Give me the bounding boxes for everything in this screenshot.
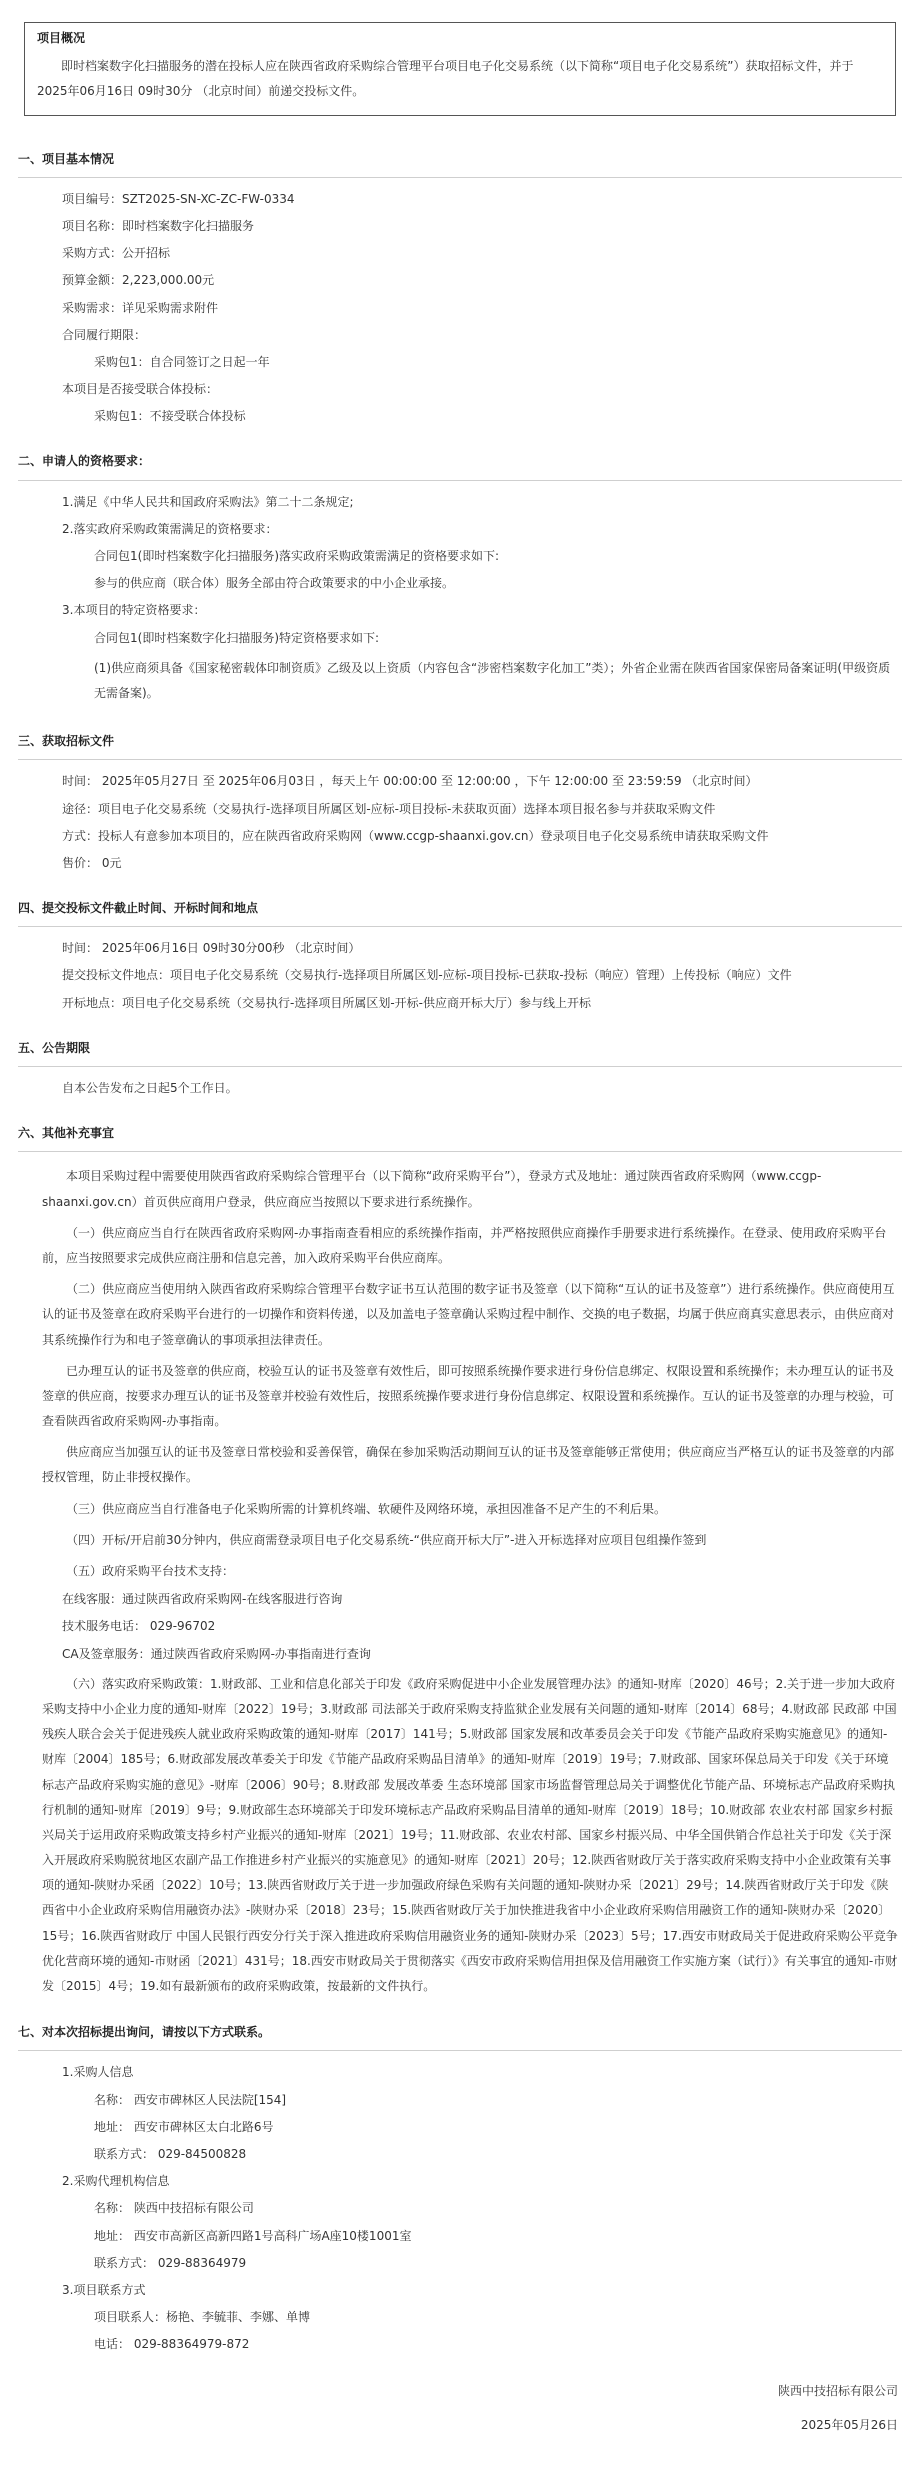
qualification-subitem: (1)供应商须具备《国家秘密载体印制资质》乙级及以上资质（内容包含“涉密档案数字化加工”类）；外省企业需在陕西省国家保密局备案证明(甲级资质无需备案)。 <box>94 660 891 700</box>
section-heading: 七、对本次招标提出询问，请按以下方式联系。 <box>18 2025 271 2040</box>
project-contact-phone: 电话： 029-88364979-872 <box>94 2337 250 2352</box>
submit-location: 提交投标文件地点：项目电子化交易系统（交易执行-选择项目所属区划-应标-项目投标-已获取-投标（响应）管理）上传投标（响应）文件 <box>62 968 792 983</box>
divider <box>18 177 902 178</box>
qualification-item: 1.满足《中华人民共和国政府采购法》第二十二条规定; <box>62 494 354 509</box>
divider <box>18 926 902 927</box>
divider <box>18 2050 902 2051</box>
agency-phone: 联系方式： 029-88364979 <box>94 2255 247 2270</box>
purchaser-address: 地址： 西安市碑林区太白北路6号 <box>94 2119 274 2134</box>
section-contact <box>18 2023 902 2354</box>
consortium-label: 本项目是否接受联合体投标： <box>62 382 219 397</box>
project-number: 项目编号：SZT2025-SN-XC-ZC-FW-0334 <box>62 191 295 206</box>
project-contact-label: 3.项目联系方式 <box>62 2282 146 2297</box>
divider <box>18 1066 902 1067</box>
purchaser-info-label: 1.采购人信息 <box>62 2065 134 2080</box>
overview-title: 项目概况 <box>37 31 86 45</box>
footer-organization: 陕西中技招标有限公司 <box>777 2384 898 2399</box>
project-name: 项目名称：即时档案数字化扫描服务 <box>62 218 255 233</box>
obtain-time: 时间： 2025年05月27日 至 2025年06月03日 ，每天上午 00:00:00 至 12:00:00 ，下午 12:00:00 至 23:59:59 （北京时间） <box>62 774 758 789</box>
paragraph: 供应商应当加强互认的证书及签章日常校验和妥善保管，确保在参加采购活动期间互认的证书及签章能够正常使用；供应商应当严格互认的证书及签章的内部授权管理，防止非授权操作。 <box>42 1445 895 1485</box>
tech-support-phone: 技术服务电话： 029-96702 <box>62 1619 216 1634</box>
project-contact-people: 项目联系人：杨艳、李毓菲、李娜、单博 <box>94 2310 311 2325</box>
purchaser-name: 名称： 西安市碑林区人民法院[154] <box>94 2092 287 2107</box>
policy-paragraph: （六）落实政府采购政策：1.财政部、工业和信息化部关于印发《政府采购促进中小企业发展管理办法》的通知-财库〔2020〕46号；2.关于进一步加大政府采购支持中小企业力度的通知-财库〔2022〕19号；3.财政部 司法部关于政府采购支持监狱企业发展有关问题的通知-财库〔2014〕68号；4.财政部 民政部 中国残疾人联合会关于促进残疾人就业政府采购政策的通知-财库〔2017〕141号；5.财政部 国家发展和改革委员会关于印发《节能产品政府采购实施意见》的通知-财库〔2004〕185号；6.财政部发展改革委关于印发《节能产品政府采购品目清单》的通知-财库〔2019〕19号；7.财政部、国家环保总局关于印发《关于环境标志产品政府采购实施的意见》-财库〔2006〕90号；8.财政部 发展改革委 生态环境部 国家市场监督管理总局关于调整优化节能产品、环境标志产品政府采购执行机制的通知-财库〔2019〕9号；9.财政部生态环境部关于印发环境标志产品政府采购品目清单的通知-财库〔2019〕18号；10.财政部 农业农村部 国家乡村振兴局关于运用政府采购政策支持乡村产业振兴的通知-财库〔2021〕19号；11.财政部、农业农村部、国家乡村振兴局、中华全国供销合作总社关于印发《关于深入开展政府采购脱贫地区农副产品工作推进乡村产业振兴的实施意见》的通知-财库〔2021〕20号；12.陕西省财政厅关于落实政府采购支持中小企业政策有关事项的通知-陕财办采函〔2022〕10号；13.陕西省财政厅关于进一步加强政府绿色采购有关问题的通知-陕财办采〔2021〕29号；14.陕西省财政厅关于印发《陕西省中小企业政府采购信用融资办法》-陕财办采〔2018〕23号；15.陕西省财政厅关于加快推进我省中小企业政府采购信用融资工作的通知-陕财办采〔2020〕15号；16.陕西省财政厅 中国人民银行西安分行关于深入推进政府采购信用融资业务的通知-陕财办采〔2023〕5号；17.西安市财政局关于促进政府采购公平竞争优化营商环境的通知-市财函〔2021〕431号；18.西安市财政局关于贯彻落实《西安市政府采购信用担保及信用融资工作实施方案（试行）》有关事宜的通知-市财发〔2015〕4号；19.如有最新颁布的政府采购政策，按最新的文件执行。 <box>42 1676 898 1993</box>
section-qualification <box>18 452 902 706</box>
procurement-method: 采购方式：公开招标 <box>62 246 171 261</box>
qualification-subitem: 合同包1(即时档案数字化扫描服务)落实政府采购政策需满足的资格要求如下: <box>94 549 500 563</box>
divider <box>18 1151 902 1152</box>
paragraph: （四）开标/开启前30分钟内，供应商需登录项目电子化交易系统-“供应商开标大厅”-进入开标选择对应项目包组操作签到 <box>66 1532 707 1547</box>
agency-address: 地址： 西安市高新区高新四路1号高科广场A座10楼1001室 <box>94 2228 412 2243</box>
section-heading: 三、获取招标文件 <box>18 734 115 749</box>
paragraph: 已办理互认的证书及签章的供应商，校验互认的证书及签章有效性后，即可按照系统操作要求进行身份信息绑定、权限设置和系统操作；未办理互认的证书及签章的供应商，按要求办理互认的证书及签章并校验有效性后，按照系统操作要求进行身份信息绑定、权限设置和系统操作。互认的证书及签章的办理与校验，可查看陕西省政府采购网-办事指南。 <box>42 1363 895 1429</box>
section-heading: 六、其他补充事宜 <box>18 1126 115 1141</box>
section-obtain-documents <box>18 732 902 873</box>
budget-amount: 预算金额：2,223,000.00元 <box>62 273 215 288</box>
footer <box>14 2382 902 2434</box>
qualification-item: 2.落实政府采购政策需满足的资格要求： <box>62 521 278 536</box>
overview-text: 即时档案数字化扫描服务的潜在投标人应在陕西省政府采购综合管理平台项目电子化交易系统（以下简称“项目电子化交易系统”）获取招标文件，并于 2025年06月16日 09时30分 （北京时间）前递交投标文件。 <box>37 59 854 99</box>
qualification-item: 3.本项目的特定资格要求： <box>62 603 206 618</box>
opening-location: 开标地点：项目电子化交易系统（交易执行-选择项目所属区划-开标-供应商开标大厅）参与线上开标 <box>62 995 591 1010</box>
paragraph: （一）供应商应当自行在陕西省政府采购网-办事指南查看相应的系统操作指南，并严格按照供应商操作手册要求进行系统操作。在登录、使用政府采购平台前，应当按照要求完成供应商注册和信息完善，加入政府采购平台供应商库。 <box>42 1225 887 1265</box>
purchaser-phone: 联系方式： 029-84500828 <box>94 2146 247 2161</box>
consortium-value: 采购包1：不接受联合体投标 <box>94 409 246 424</box>
section-basic-info <box>18 150 902 427</box>
contract-period-value: 采购包1：自合同签订之日起一年 <box>94 354 270 369</box>
qualification-subitem: 参与的供应商（联合体）服务全部由符合政策要求的中小企业承接。 <box>94 576 455 591</box>
tech-support-online: 在线客服：通过陕西省政府采购网-在线客服进行咨询 <box>62 1592 343 1607</box>
section-heading: 四、提交投标文件截止时间、开标时间和地点 <box>18 901 259 916</box>
obtain-method: 方式：投标人有意参加本项目的，应在陕西省政府采购网（www.ccgp-shaanxi.gov.cn）登录项目电子化交易系统申请获取采购文件 <box>62 828 769 843</box>
paragraph: 本项目采购过程中需要使用陕西省政府采购综合管理平台（以下简称“政府采购平台”），登录方式及地址：通过陕西省政府采购网（www.ccgp-shaanxi.gov.cn）首页供应商用户登录，供应商应当按照以下要求进行系统操作。 <box>42 1169 822 1209</box>
qualification-subitem: 合同包1(即时档案数字化扫描服务)特定资格要求如下: <box>94 630 380 645</box>
section-notice-period <box>18 1039 902 1098</box>
section-deadline <box>18 899 902 1013</box>
section-heading: 二、申请人的资格要求： <box>18 454 151 469</box>
footer-date: 2025年05月26日 <box>800 2417 898 2432</box>
divider <box>18 759 902 760</box>
paragraph: （五）政府采购平台技术支持： <box>66 1564 235 1578</box>
obtain-price: 售价： 0元 <box>62 855 122 870</box>
agency-info-label: 2.采购代理机构信息 <box>62 2174 170 2189</box>
divider <box>18 480 902 481</box>
paragraph: （三）供应商应当自行准备电子化采购所需的计算机终端、软硬件及网络环境，承担因准备不足产生的不利后果。 <box>66 1501 667 1516</box>
ca-service: CA及签章服务：通过陕西省政府采购网-办事指南进行查询 <box>62 1646 371 1661</box>
deadline-time: 时间： 2025年06月16日 09时30分00秒 （北京时间） <box>62 941 361 956</box>
contract-period-label: 合同履行期限： <box>62 327 147 342</box>
section-other-matters <box>18 1124 902 1999</box>
procurement-requirements: 采购需求：详见采购需求附件 <box>62 300 219 315</box>
obtain-way: 途径：项目电子化交易系统（交易执行-选择项目所属区划-应标-项目投标-未获取页面）选择本项目报名参与并获取采购文件 <box>62 801 716 816</box>
paragraph: （二）供应商应当使用纳入陕西省政府采购综合管理平台数字证书互认范围的数字证书及签章（以下简称“互认的证书及签章”）进行系统操作。供应商使用互认的证书及签章在政府采购平台进行的一切操作和资料传递，以及加盖电子签章确认采购过程中制作、交换的电子数据，均属于供应商真实意思表示，由供应商对其系统操作行为和电子签章确认的事项承担法律责任。 <box>42 1282 895 1347</box>
overview-box <box>24 22 896 116</box>
notice-period-text: 自本公告发布之日起5个工作日。 <box>62 1081 238 1095</box>
section-heading: 一、项目基本情况 <box>18 151 115 166</box>
section-heading: 五、公告期限 <box>18 1040 91 1055</box>
agency-name: 名称： 陕西中技招标有限公司 <box>94 2201 254 2216</box>
